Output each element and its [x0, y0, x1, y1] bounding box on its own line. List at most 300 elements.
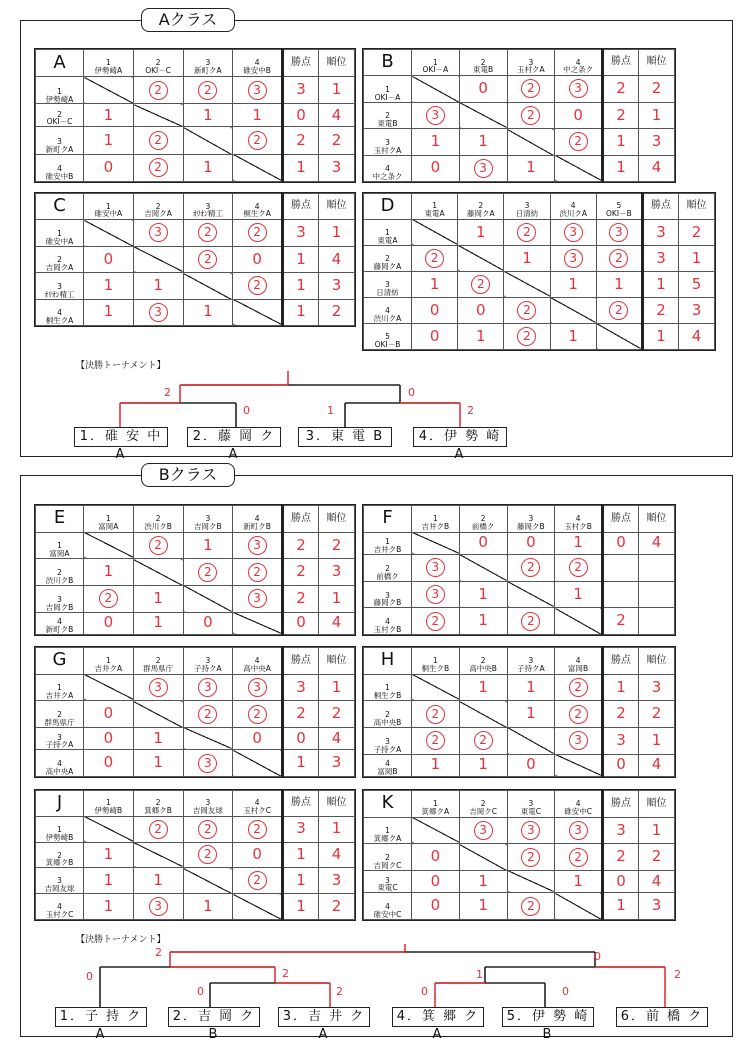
- team-number: 3: [385, 280, 390, 290]
- team-number: 2: [155, 797, 161, 807]
- rank-header: 順位: [639, 648, 675, 675]
- team-name: 玉村クA: [517, 65, 545, 75]
- cell-value: 2: [331, 704, 342, 723]
- cell-value: 0: [103, 157, 114, 176]
- cell-value: 2: [616, 847, 626, 866]
- cell-value: 3: [691, 300, 702, 319]
- cell-value: 2: [569, 678, 588, 697]
- team-name: 玉村クA: [373, 145, 402, 155]
- finalist-box: 1．碓 安 中 A: [74, 427, 168, 447]
- cell-value: 2: [616, 611, 626, 630]
- team-number: 3: [205, 58, 211, 68]
- team-name: 前橋ク: [471, 521, 495, 531]
- cell-value: 3: [609, 223, 628, 242]
- team-number: 1: [432, 57, 438, 67]
- cell-value: 0: [526, 533, 536, 552]
- group-label: H: [364, 648, 412, 675]
- cell-value: 1: [573, 584, 583, 603]
- cell-value: 4: [331, 728, 342, 747]
- team-name: 中之条ク: [372, 172, 403, 182]
- cell-value: 3: [149, 897, 168, 916]
- team-number: 4: [57, 308, 62, 318]
- team-number: 4: [575, 57, 581, 67]
- team-name: 箕郷クB: [144, 805, 172, 815]
- cell-value: 0: [430, 896, 441, 915]
- cell-value: 1: [103, 275, 114, 294]
- cell-value: 0: [476, 300, 486, 319]
- finalist-box: 3．吉 井 ク A: [278, 1007, 370, 1027]
- score-label: 0: [86, 970, 93, 983]
- cell-value: 1: [103, 562, 114, 581]
- cell-value: 2: [198, 845, 217, 864]
- cell-value: 1: [614, 274, 624, 293]
- team-number: 1: [57, 541, 62, 551]
- cell-value: 0: [429, 326, 440, 345]
- team-name: 東電C: [520, 806, 541, 816]
- cell-value: 2: [331, 130, 342, 149]
- score-label: 0: [408, 386, 415, 399]
- cell-value: 1: [153, 728, 163, 747]
- team-number: 4: [254, 513, 260, 523]
- team-name: 富岡A: [49, 549, 70, 559]
- cell-value: 2: [198, 81, 217, 100]
- cell-value: 3: [564, 249, 583, 268]
- cell-value: 1: [478, 755, 488, 774]
- cell-value: 1: [430, 131, 441, 150]
- cell-value: 2: [248, 820, 267, 839]
- team-name: 子持クA: [517, 663, 545, 673]
- cell-value: 1: [616, 677, 626, 696]
- cell-value: 0: [296, 105, 306, 124]
- team-name: 群馬県庁: [143, 663, 174, 673]
- team-name: 吉井クA: [45, 691, 74, 701]
- cell-value: 3: [296, 80, 306, 99]
- group-label: F: [364, 506, 412, 533]
- team-name: 伊勢崎B: [45, 832, 74, 842]
- cell-value: 1: [153, 613, 163, 632]
- cell-value: 2: [296, 562, 306, 581]
- team-number: 4: [385, 306, 390, 316]
- cell-value: 3: [149, 678, 168, 697]
- finalist-box: 3．東 電 B: [298, 427, 392, 447]
- cell-value: 2: [331, 302, 342, 321]
- team-name: 新町クB: [243, 521, 271, 531]
- finalist-box: 2．藤 岡 ク A: [187, 427, 281, 447]
- team-name: 玉村クB: [564, 521, 592, 531]
- cell-value: 2: [517, 223, 536, 242]
- team-name: 渋川クA: [559, 209, 587, 218]
- cell-value: 4: [331, 105, 342, 124]
- team-name: OKI－C: [46, 117, 73, 127]
- cell-value: 3: [331, 562, 342, 581]
- cell-value: 3: [331, 275, 342, 294]
- cell-value: 1: [103, 845, 114, 864]
- cell-value: 4: [651, 533, 662, 552]
- team-number: 2: [57, 109, 62, 119]
- cell-value: 1: [153, 753, 163, 772]
- cell-value: 0: [430, 847, 441, 866]
- cell-value: 0: [526, 755, 536, 774]
- rank-header: 順位: [319, 194, 355, 220]
- cell-value: 1: [526, 677, 536, 696]
- cell-value: 3: [331, 870, 342, 889]
- team-number: 1: [105, 201, 111, 211]
- group-label: E: [36, 506, 84, 533]
- team-number: 2: [385, 111, 390, 121]
- rank-header: 順位: [319, 50, 355, 77]
- cell-value: 3: [651, 131, 662, 150]
- team-number: 4: [385, 617, 390, 627]
- team-name: 富岡B: [377, 767, 398, 777]
- team-number: 2: [155, 655, 161, 665]
- team-name: OKI－B: [606, 209, 632, 218]
- team-name: 新町クB: [45, 625, 74, 635]
- wins-header: 勝点: [603, 506, 639, 533]
- team-name: 玉村クC: [243, 805, 271, 815]
- cell-value: 2: [149, 820, 168, 839]
- cell-value: 0: [616, 755, 626, 774]
- cell-value: 2: [521, 106, 540, 125]
- cell-value: 2: [521, 897, 540, 916]
- score-label: 2: [674, 968, 681, 981]
- team-number: 2: [385, 563, 390, 573]
- cell-value: 2: [521, 612, 540, 631]
- team-name: 箕郷クB: [45, 858, 74, 868]
- cell-value: 3: [248, 81, 267, 100]
- team-number: 3: [57, 136, 62, 146]
- group-label: D: [364, 194, 412, 220]
- cell-value: 2: [248, 871, 267, 890]
- cell-value: 1: [296, 249, 306, 268]
- group-label: C: [36, 194, 84, 220]
- cell-value: 0: [430, 871, 441, 890]
- team-number: 1: [57, 228, 62, 238]
- team-name: 藤岡クA: [373, 262, 402, 272]
- team-number: 4: [385, 164, 390, 174]
- team-name: 群馬県庁: [44, 718, 75, 728]
- team-name: 碓安中B: [243, 66, 271, 76]
- team-name: 子持クA: [45, 740, 74, 750]
- team-number: 4: [254, 655, 260, 665]
- cell-value: 3: [656, 222, 666, 241]
- cell-value: 1: [651, 730, 662, 749]
- cell-value: 1: [526, 704, 536, 723]
- cell-value: 1: [651, 105, 662, 124]
- cell-value: 1: [296, 896, 306, 915]
- team-name: 高中央B: [373, 718, 402, 728]
- score-label: 0: [197, 985, 204, 998]
- team-name: 碓安中B: [45, 172, 74, 182]
- team-number: 4: [385, 902, 390, 912]
- team-name: 吉岡クB: [194, 521, 222, 531]
- cell-value: 3: [248, 589, 267, 608]
- cell-value: 1: [476, 222, 486, 241]
- cell-value: 1: [296, 753, 306, 772]
- wins-header: 勝点: [643, 194, 679, 220]
- cell-value: 1: [429, 274, 440, 293]
- finalist-box: 1．子 持 ク A: [55, 1007, 147, 1027]
- cell-value: 2: [474, 731, 493, 750]
- team-number: 1: [432, 513, 438, 523]
- team-number: 3: [524, 201, 530, 211]
- cell-value: 1: [573, 533, 583, 552]
- group-label: B: [364, 50, 412, 76]
- cell-value: 2: [616, 704, 626, 723]
- team-name: OKI－A: [422, 65, 449, 75]
- rank-header: 順位: [639, 50, 675, 76]
- score-label: 1: [327, 404, 334, 417]
- team-name: 玉村クB: [373, 625, 402, 635]
- score-label: 2: [164, 386, 171, 399]
- cell-value: 2: [198, 223, 217, 242]
- team-number: 3: [57, 594, 62, 604]
- cell-value: 1: [296, 845, 306, 864]
- tournament-title: 【決勝トーナメント】: [76, 361, 166, 371]
- team-name: OKI－A: [374, 92, 401, 102]
- cell-value: 0: [478, 79, 488, 98]
- team-name: 日清紡: [515, 209, 539, 218]
- team-number: 1: [57, 824, 62, 834]
- score-label: 2: [155, 946, 162, 959]
- team-name: 伊勢崎A: [45, 94, 74, 104]
- team-number: 1: [385, 228, 390, 238]
- team-number: 2: [385, 853, 390, 863]
- team-name: 渋川クB: [45, 576, 74, 586]
- cell-value: 2: [517, 301, 536, 320]
- cell-value: 1: [331, 588, 342, 607]
- cell-value: 4: [331, 613, 342, 632]
- cell-value: 1: [573, 871, 583, 890]
- team-name: 新町クA: [45, 144, 74, 154]
- team-number: 2: [155, 58, 161, 68]
- team-name: 吉井クA: [94, 663, 123, 673]
- cell-value: 3: [474, 159, 493, 178]
- cell-value: 2: [656, 300, 666, 319]
- cell-value: 2: [426, 705, 445, 724]
- cell-value: 2: [609, 301, 628, 320]
- cell-value: 1: [153, 275, 163, 294]
- cell-value: 3: [651, 896, 662, 915]
- cell-value: 3: [296, 819, 306, 838]
- cell-value: 2: [296, 130, 306, 149]
- team-number: 3: [528, 513, 534, 523]
- cell-value: 3: [296, 677, 306, 696]
- cell-value: 1: [203, 302, 213, 321]
- team-name: 藤岡クB: [373, 598, 402, 608]
- cell-value: 3: [331, 157, 342, 176]
- cell-value: 1: [478, 584, 488, 603]
- cell-value: 2: [425, 249, 444, 268]
- team-name: 東電B: [473, 65, 494, 75]
- team-number: 4: [570, 201, 576, 211]
- team-number: 1: [105, 58, 111, 68]
- cell-value: 1: [430, 755, 441, 774]
- team-name: 高中央A: [243, 663, 271, 673]
- team-number: 2: [57, 710, 62, 720]
- cell-value: 3: [198, 754, 217, 773]
- team-name: 高中央A: [45, 767, 74, 777]
- team-number: 2: [385, 254, 390, 264]
- cell-value: 2: [296, 704, 306, 723]
- wins-header: 勝点: [283, 791, 319, 817]
- wins-header: 勝点: [603, 50, 639, 76]
- cell-value: 2: [198, 820, 217, 839]
- cell-value: 0: [103, 728, 114, 747]
- cell-value: 1: [203, 896, 213, 915]
- team-name: 藤岡クA: [466, 209, 495, 218]
- team-name: 富岡A: [98, 521, 119, 531]
- cell-value: 2: [248, 131, 267, 150]
- cell-value: 4: [331, 845, 342, 864]
- team-number: 1: [105, 797, 111, 807]
- cell-value: 2: [609, 249, 628, 268]
- wins-header: 勝点: [283, 194, 319, 220]
- team-name: 吉岡友球: [192, 805, 223, 815]
- team-number: 3: [57, 281, 62, 291]
- cell-value: 3: [248, 536, 267, 555]
- cell-value: 2: [296, 535, 306, 554]
- wins-header: 勝点: [283, 50, 319, 77]
- cell-value: 1: [476, 326, 486, 345]
- cell-value: 1: [616, 131, 626, 150]
- cell-value: 1: [103, 130, 114, 149]
- cell-value: 1: [331, 819, 342, 838]
- team-name: 中之条ク: [563, 65, 594, 75]
- team-number: 4: [254, 58, 260, 68]
- cell-value: 2: [521, 79, 540, 98]
- finalist-box: 5．伊 勢 崎 B: [502, 1007, 594, 1027]
- team-number: 4: [57, 902, 62, 912]
- cell-value: 0: [429, 300, 440, 319]
- cell-value: 2: [521, 848, 540, 867]
- cell-value: 4: [651, 158, 662, 177]
- cell-value: 2: [296, 588, 306, 607]
- cell-value: 2: [691, 222, 702, 241]
- team-number: 2: [480, 798, 486, 808]
- team-number: 4: [57, 759, 62, 769]
- team-number: 1: [432, 798, 438, 808]
- cell-value: 3: [564, 223, 583, 242]
- cell-value: 1: [691, 248, 702, 267]
- score-label: 2: [467, 404, 474, 417]
- team-number: 2: [155, 513, 161, 523]
- cell-value: 0: [203, 613, 213, 632]
- cell-value: 1: [153, 588, 163, 607]
- team-name: 玉村クC: [45, 910, 74, 920]
- cell-value: 2: [248, 705, 267, 724]
- rank-header: 順位: [639, 506, 675, 533]
- cell-value: 3: [569, 79, 588, 98]
- team-name: 桐生クB: [421, 663, 450, 673]
- cell-value: 2: [331, 535, 342, 554]
- team-name: 吉岡クB: [45, 602, 74, 612]
- team-number: 3: [205, 797, 211, 807]
- cell-value: 2: [569, 132, 588, 151]
- cell-value: 4: [651, 755, 662, 774]
- cell-value: 0: [478, 533, 488, 552]
- team-number: 1: [385, 537, 390, 547]
- cell-value: 1: [331, 80, 342, 99]
- cell-value: 0: [616, 871, 626, 890]
- group-label: G: [36, 648, 84, 675]
- cell-value: 1: [203, 105, 213, 124]
- cell-value: 2: [331, 896, 342, 915]
- team-number: 3: [57, 876, 62, 886]
- finalist-box: 2．吉 岡 ク B: [168, 1007, 260, 1027]
- cell-value: 3: [656, 248, 666, 267]
- cell-value: 3: [149, 303, 168, 322]
- finalist-box: 4．箕 郷 ク A: [392, 1007, 484, 1027]
- cell-value: 3: [296, 223, 306, 242]
- team-number: 1: [385, 84, 390, 94]
- cell-value: 3: [426, 558, 445, 577]
- team-name: 箕郷クA: [421, 806, 450, 816]
- cell-value: 2: [517, 327, 536, 346]
- cell-value: 3: [651, 677, 662, 696]
- team-number: 2: [155, 201, 161, 211]
- team-name: 東電A: [377, 236, 398, 246]
- cell-value: 1: [296, 302, 306, 321]
- team-number: 1: [57, 683, 62, 693]
- score-label: 0: [594, 950, 601, 963]
- team-number: 4: [254, 201, 260, 211]
- cell-value: 5: [691, 274, 702, 293]
- score-label: 2: [336, 985, 343, 998]
- team-number: 2: [57, 850, 62, 860]
- team-name: OKI－C: [145, 66, 172, 76]
- cell-value: 1: [103, 302, 114, 321]
- cell-value: 1: [252, 105, 262, 124]
- team-number: 1: [432, 201, 437, 211]
- team-number: 2: [57, 255, 62, 265]
- cell-value: 2: [651, 847, 662, 866]
- cell-value: 2: [426, 731, 445, 750]
- cell-value: 1: [616, 158, 626, 177]
- cell-value: 4: [691, 326, 702, 345]
- cell-value: 1: [478, 611, 488, 630]
- wins-header: 勝点: [283, 648, 319, 675]
- team-name: 前橋ク: [376, 571, 399, 581]
- team-number: 3: [528, 798, 534, 808]
- cell-value: 3: [474, 821, 493, 840]
- rank-header: 順位: [319, 648, 355, 675]
- cell-value: 3: [149, 223, 168, 242]
- cell-value: 2: [149, 536, 168, 555]
- team-number: 3: [528, 57, 534, 67]
- cell-value: 1: [478, 896, 488, 915]
- cell-value: 2: [198, 250, 217, 269]
- cell-value: 2: [426, 612, 445, 631]
- team-number: 1: [105, 655, 111, 665]
- cell-value: 2: [569, 848, 588, 867]
- rank-header: 順位: [679, 194, 715, 220]
- team-name: 渋川クB: [144, 521, 172, 531]
- team-name: 桐生クA: [45, 316, 74, 326]
- team-number: 3: [528, 655, 534, 665]
- team-number: 3: [205, 513, 211, 523]
- team-name: 吉井クB: [373, 545, 402, 555]
- cell-value: 2: [248, 276, 267, 295]
- cell-value: 1: [103, 105, 114, 124]
- team-name: 碓安中A: [45, 236, 74, 246]
- cell-value: 1: [203, 535, 213, 554]
- section-title: Bクラス: [141, 463, 235, 487]
- team-number: 2: [480, 655, 486, 665]
- team-number: 3: [57, 732, 62, 742]
- cell-value: 3: [616, 730, 626, 749]
- cell-value: 2: [569, 558, 588, 577]
- team-number: 2: [478, 201, 484, 211]
